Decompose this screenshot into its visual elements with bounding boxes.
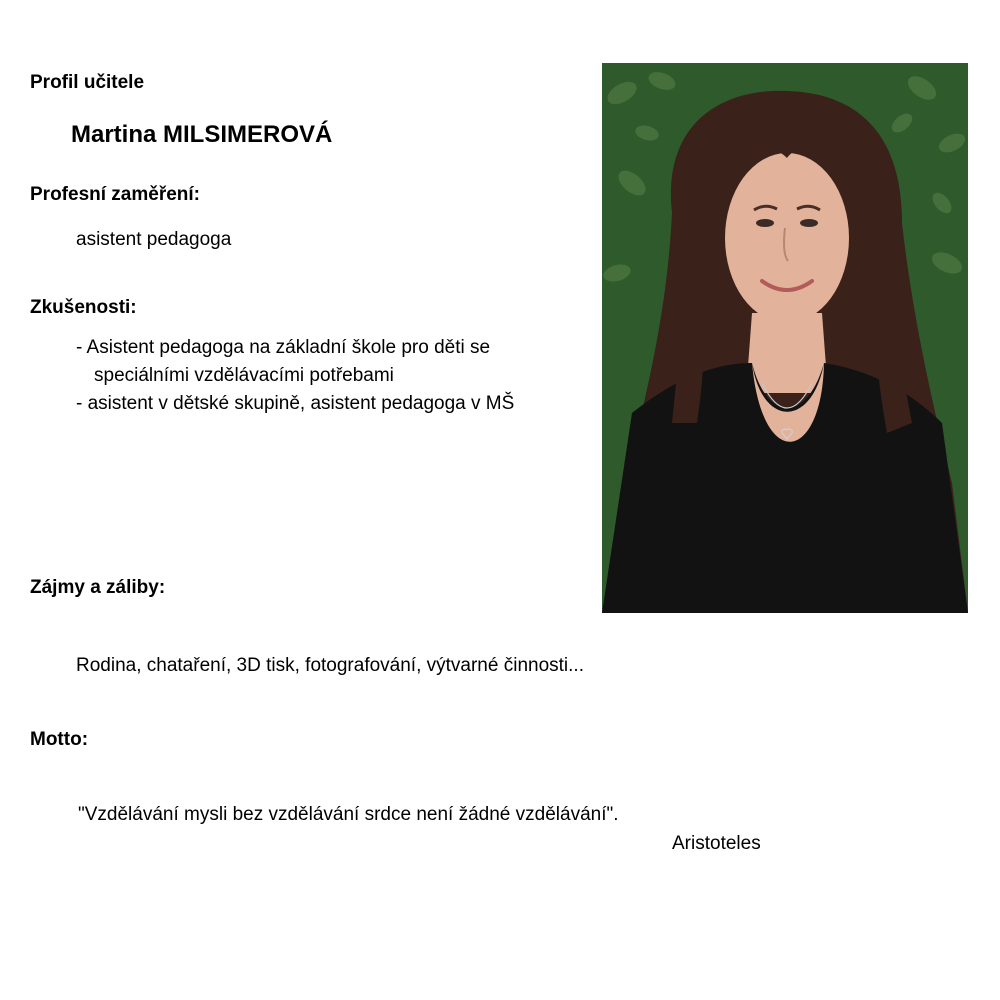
left-eye xyxy=(756,219,774,227)
focus-value: asistent pedagoga xyxy=(76,229,232,250)
hobbies-value: Rodina, chataření, 3D tisk, fotografování, výtvarné činnosti... xyxy=(76,655,584,676)
experience-item: - asistent v dětské skupině, asistent pedagoga v MŠ xyxy=(76,393,515,414)
experience-item: - Asistent pedagoga na základní škole pro děti se xyxy=(76,337,491,358)
motto-author: Aristoteles xyxy=(672,833,761,854)
experience-heading: Zkušenosti: xyxy=(30,297,137,318)
photo-neck xyxy=(746,313,828,393)
experience-item-continuation: speciálními vzdělávacími potřebami xyxy=(94,365,394,386)
portrait-photo xyxy=(602,63,968,613)
hobbies-heading: Zájmy a záliby: xyxy=(30,577,166,598)
photo-face xyxy=(725,153,849,323)
document-label: Profil učitele xyxy=(30,72,145,93)
motto-quote: "Vzdělávání mysli bez vzdělávání srdce není žádné vzdělávání". xyxy=(78,804,619,825)
teacher-name: Martina MILSIMEROVÁ xyxy=(71,121,333,148)
portrait-illustration xyxy=(602,63,968,613)
motto-heading: Motto: xyxy=(30,729,89,750)
focus-heading: Profesní zaměření: xyxy=(30,184,200,205)
right-eye xyxy=(800,219,818,227)
